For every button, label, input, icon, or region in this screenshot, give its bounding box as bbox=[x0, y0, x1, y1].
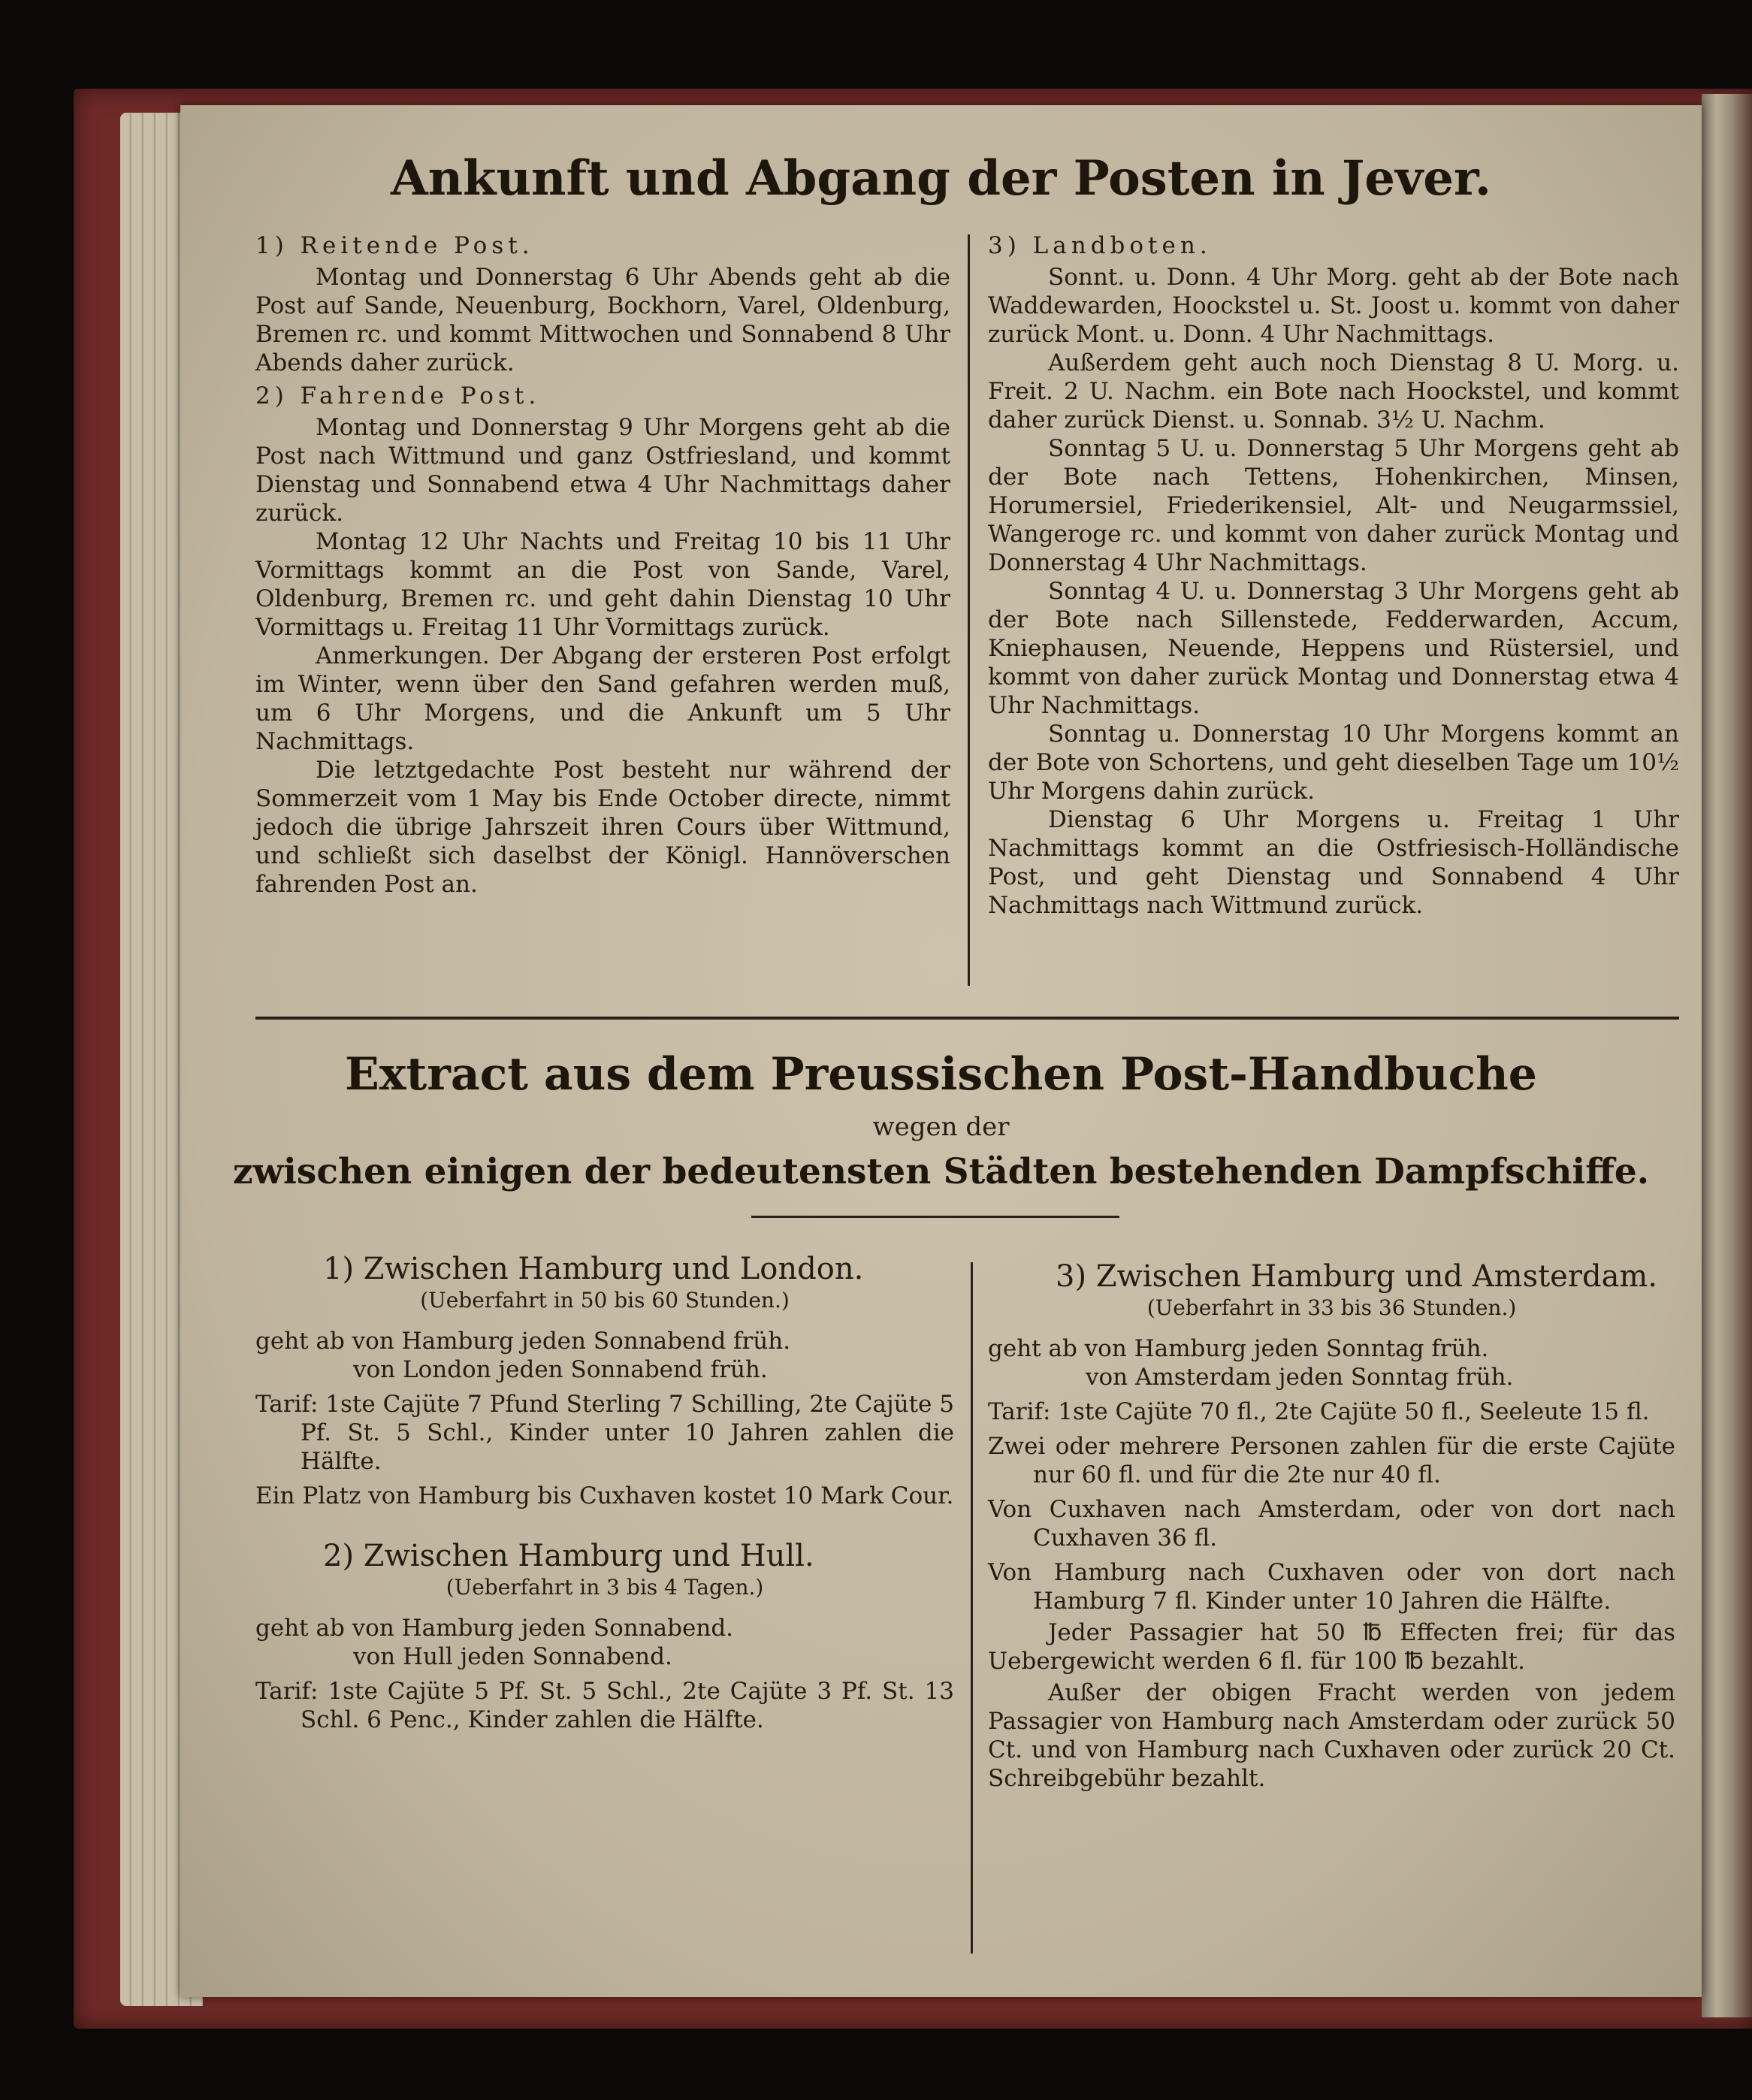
departure-line: von Amsterdam jeden Sonntag früh. bbox=[1086, 1364, 1514, 1391]
bottom-subtitle: zwischen einigen der bedeutensten Städten bestehenden Dampfschiffe. bbox=[232, 1151, 1650, 1192]
column-divider bbox=[968, 234, 970, 986]
fare-paragraph: Ein Platz von Hamburg bis Cuxhaven kostet 10 Mark Cour. bbox=[255, 1482, 954, 1509]
section-heading: 3) Landboten. bbox=[988, 232, 1212, 259]
paragraph: Außerdem geht auch noch Dienstag 8 U. Morg. u. Freit. 2 U. Nachm. ein Bote nach Hoockstel, und kommt daher zurück Dienst. u. Sonnab. 3½ U. Nachm. bbox=[988, 349, 1679, 434]
document-page bbox=[180, 105, 1702, 1997]
fare-paragraph: Von Hamburg nach Cuxhaven oder von dort nach Hamburg 7 fl. Kinder unter 10 Jahren die Hälfte. bbox=[988, 1559, 1675, 1615]
section-heading: 1) Reitende Post. bbox=[255, 232, 534, 259]
paragraph: Montag und Donnerstag 6 Uhr Abends geht ab die Post auf Sande, Neuenburg, Bockhorn, Varel, Oldenburg, Bremen rc. und kommt Mittwochen und Sonnabend 8 Uhr Abends daher zurück. bbox=[255, 264, 950, 376]
paragraph: Montag und Donnerstag 9 Uhr Morgens geht ab die Post nach Wittmund und ganz Ostfriesland, und kommt Dienstag und Sonnabend etwa 4 Uhr Nachmittags daher zurück. bbox=[255, 414, 950, 527]
bottom-title: Extract aus dem Preussischen Post-Handbuche bbox=[345, 1048, 1537, 1101]
departure-line: geht ab von Hamburg jeden Sonnabend früh. bbox=[255, 1328, 791, 1355]
bottom-left-column bbox=[255, 1252, 954, 1734]
top-title: Ankunft und Abgang der Posten in Jever. bbox=[390, 150, 1492, 207]
wegen-der: wegen der bbox=[872, 1112, 1010, 1142]
paragraph: Sonntag 4 U. u. Donnerstag 3 Uhr Morgens geht ab der Bote nach Sillenstede, Fedderwarden, Accum, Kniephausen, Neuende, Heppens und Rüstersiel, und kommt von daher zurück Montag und Donnerstag etwa 4 Uhr Nachmittags. bbox=[988, 578, 1679, 719]
paragraph: Sonnt. u. Donn. 4 Uhr Morg. geht ab der Bote nach Waddewarden, Hoockstel u. St. Joost u. kommt von daher zurück Mont. u. Donn. 4 Uhr Nachmittags. bbox=[988, 264, 1679, 348]
section-divider bbox=[255, 1017, 1679, 1020]
fare-paragraph: Zwei oder mehrere Personen zahlen für die erste Cajüte nur 60 fl. und für die 2te nur 40 fl. bbox=[988, 1433, 1675, 1488]
bottom-right-column bbox=[988, 1259, 1675, 1793]
paragraph: Dienstag 6 Uhr Morgens u. Freitag 1 Uhr Nachmittags kommt an die Ostfriesisch-Holländische Post, und geht Dienstag und Sonnabend 4 Uhr Nachmittags nach Wittmund zurück. bbox=[988, 806, 1679, 919]
fare-paragraph: Jeder Passagier hat 50 ℔ Effecten frei; für das Uebergewicht werden 6 fl. für 100 ℔ bezahlt. bbox=[988, 1619, 1675, 1675]
fare-paragraph: Tarif: 1ste Cajüte 70 fl., 2te Cajüte 50 fl., Seeleute 15 fl. bbox=[988, 1398, 1650, 1425]
departure-line: von Hull jeden Sonnabend. bbox=[353, 1643, 672, 1670]
crossing-note: (Ueberfahrt in 33 bis 36 Stunden.) bbox=[1146, 1295, 1517, 1320]
short-divider bbox=[751, 1216, 1119, 1218]
top-right-column bbox=[988, 227, 1679, 920]
crossing-note: (Ueberfahrt in 3 bis 4 Tagen.) bbox=[446, 1575, 764, 1600]
paragraph: Anmerkungen. Der Abgang der ersteren Post erfolgt im Winter, wenn über den Sand gefahren werden muß, um 6 Uhr Morgens, und die Ankunft um 5 Uhr Nachmittags. bbox=[255, 642, 950, 755]
crossing-note: (Ueberfahrt in 50 bis 60 Stunden.) bbox=[420, 1288, 790, 1313]
route-heading: 3) Zwischen Hamburg und Amsterdam. bbox=[1056, 1259, 1658, 1294]
top-left-column bbox=[255, 227, 950, 899]
book-spine bbox=[1702, 94, 1752, 2017]
fare-paragraph: Von Cuxhaven nach Amsterdam, oder von dort nach Cuxhaven 36 fl. bbox=[988, 1496, 1675, 1552]
fare-paragraph: Außer der obigen Fracht werden von jedem Passagier von Hamburg nach Amsterdam oder zurück 50 Ct. und von Hamburg nach Cuxhaven oder zurück 20 Ct. Schreibgebühr bezahlt. bbox=[988, 1679, 1675, 1792]
departure-line: geht ab von Hamburg jeden Sonntag früh. bbox=[988, 1335, 1489, 1362]
route-heading: 1) Zwischen Hamburg und London. bbox=[323, 1252, 864, 1286]
paragraph: Sonntag u. Donnerstag 10 Uhr Morgens kommt an der Bote von Schortens, und geht dieselben Tage um 10½ Uhr Morgens dahin zurück. bbox=[988, 721, 1679, 805]
fare-paragraph: Tarif: 1ste Cajüte 5 Pf. St. 5 Schl., 2te Cajüte 3 Pf. St. 13 Schl. 6 Penc., Kinder zahlen die Hälfte. bbox=[255, 1678, 954, 1733]
fare-paragraph: Tarif: 1ste Cajüte 7 Pfund Sterling 7 Schilling, 2te Cajüte 5 Pf. St. 5 Schl., Kinder unter 10 Jahren zahlen die Hälfte. bbox=[255, 1391, 954, 1475]
route-heading: 2) Zwischen Hamburg und Hull. bbox=[323, 1539, 814, 1573]
departure-line: von London jeden Sonnabend früh. bbox=[353, 1356, 768, 1383]
paragraph: Montag 12 Uhr Nachts und Freitag 10 bis 11 Uhr Vormittags kommt an die Post von Sande, Varel, Oldenburg, Bremen rc. und geht dahin Dienstag 10 Uhr Vormittags u. Freitag 11 Uhr Vormittags zurück. bbox=[255, 528, 950, 641]
paragraph: Die letztgedachte Post besteht nur während der Sommerzeit vom 1 May bis Ende October directe, nimmt jedoch die übrige Jahrszeit ihren Cours über Wittmund, und schließt sich daselbst der Königl. Hannöverschen fahrenden Post an. bbox=[255, 757, 950, 898]
section-heading: 2) Fahrende Post. bbox=[255, 382, 541, 409]
paragraph: Sonntag 5 U. u. Donnerstag 5 Uhr Morgens geht ab der Bote nach Tettens, Hohenkirchen, Minsen, Horumersiel, Friederikensiel, Alt- und Neugarmssiel, Wangeroge rc. und kommt von daher zurück Montag und Donnerstag 4 Uhr Nachmittags. bbox=[988, 435, 1679, 576]
departure-line: geht ab von Hamburg jeden Sonnabend. bbox=[255, 1615, 734, 1642]
column-divider bbox=[971, 1262, 973, 1953]
